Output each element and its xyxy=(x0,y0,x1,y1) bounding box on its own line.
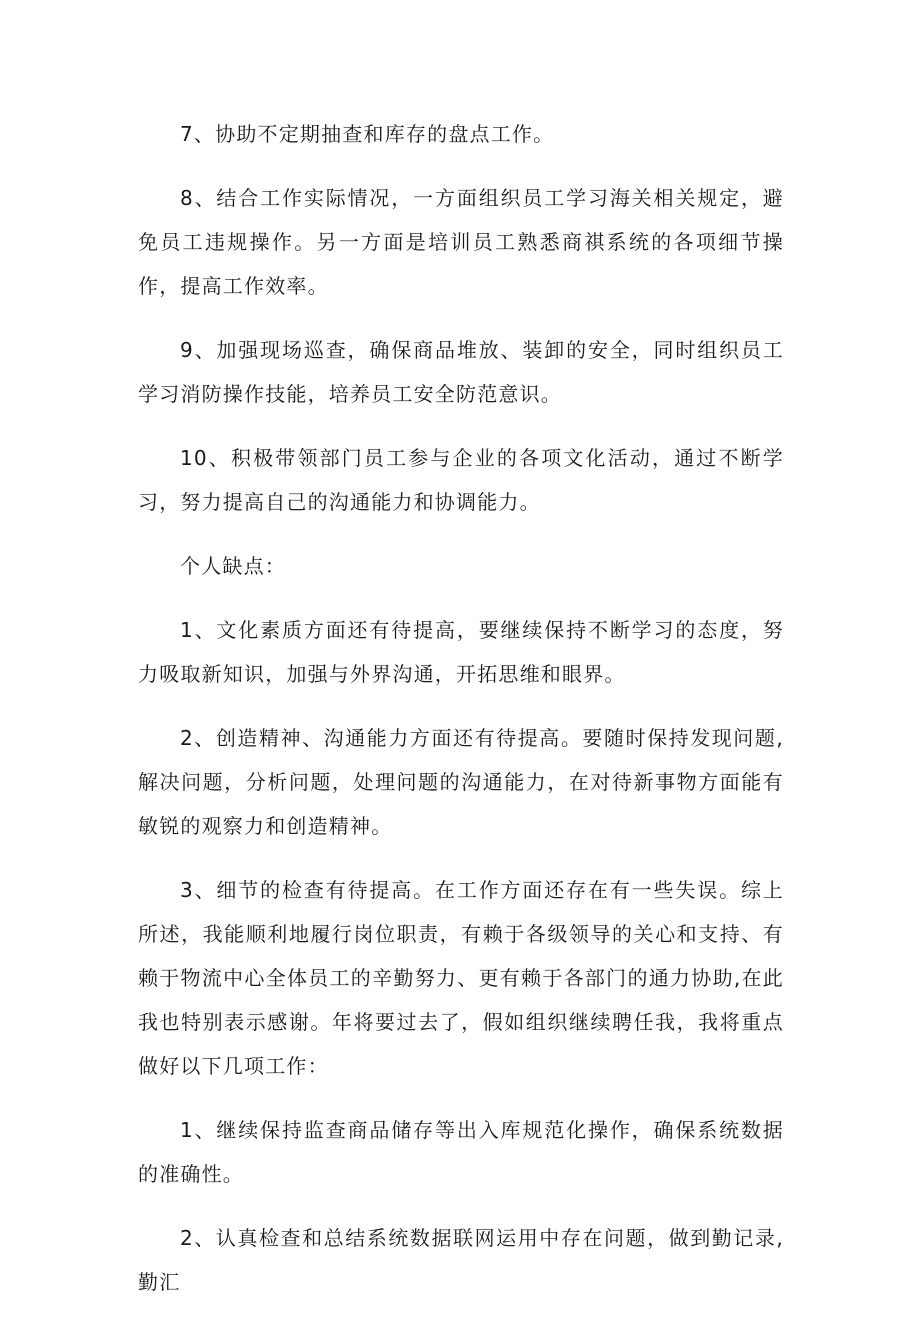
document-body xyxy=(138,112,784,1324)
section-heading-shortcomings: 个人缺点： xyxy=(180,554,286,578)
paragraph-item-7: 7、协助不定期抽查和库存的盘点工作。 xyxy=(180,122,555,146)
plan-item-1: 1、继续保持监查商品储存等出入库规范化操作，确保系统数据的准确性。 xyxy=(138,1118,784,1186)
shortcoming-item-3: 3、细节的检查有待提高。在工作方面还存在有一些失误。综上所述，我能顺利地履行岗位职责，有赖于各级领导的关心和支持、有赖于物流中心全体员工的辛勤努力、更有赖于各部门的通力协助,在此我也特别表示感谢。年将要过去了，假如组织继续聘任我，我将重点做好以下几项工作： xyxy=(138,878,784,1078)
shortcoming-item-1: 1、文化素质方面还有待提高，要继续保持不断学习的态度，努力吸取新知识，加强与外界沟通，开拓思维和眼界。 xyxy=(138,618,784,686)
paragraph-item-8: 8、结合工作实际情况，一方面组织员工学习海关相关规定，避免员工违规操作。另一方面是培训员工熟悉商祺系统的各项细节操作，提高工作效率。 xyxy=(138,186,784,298)
paragraph-item-10: 10、积极带领部门员工参与企业的各项文化活动，通过不断学习，努力提高自己的沟通能力和协调能力。 xyxy=(138,446,784,514)
plan-item-2: 2、认真检查和总结系统数据联网运用中存在问题，做到勤记录,勤汇 xyxy=(138,1226,784,1294)
shortcoming-item-2: 2、创造精神、沟通能力方面还有待提高。要随时保持发现问题,解决问题，分析问题，处理问题的沟通能力，在对待新事物方面能有敏锐的观察力和创造精神。 xyxy=(138,726,784,838)
paragraph-item-9: 9、加强现场巡查，确保商品堆放、装卸的安全，同时组织员工学习消防操作技能，培养员工安全防范意识。 xyxy=(138,338,784,406)
